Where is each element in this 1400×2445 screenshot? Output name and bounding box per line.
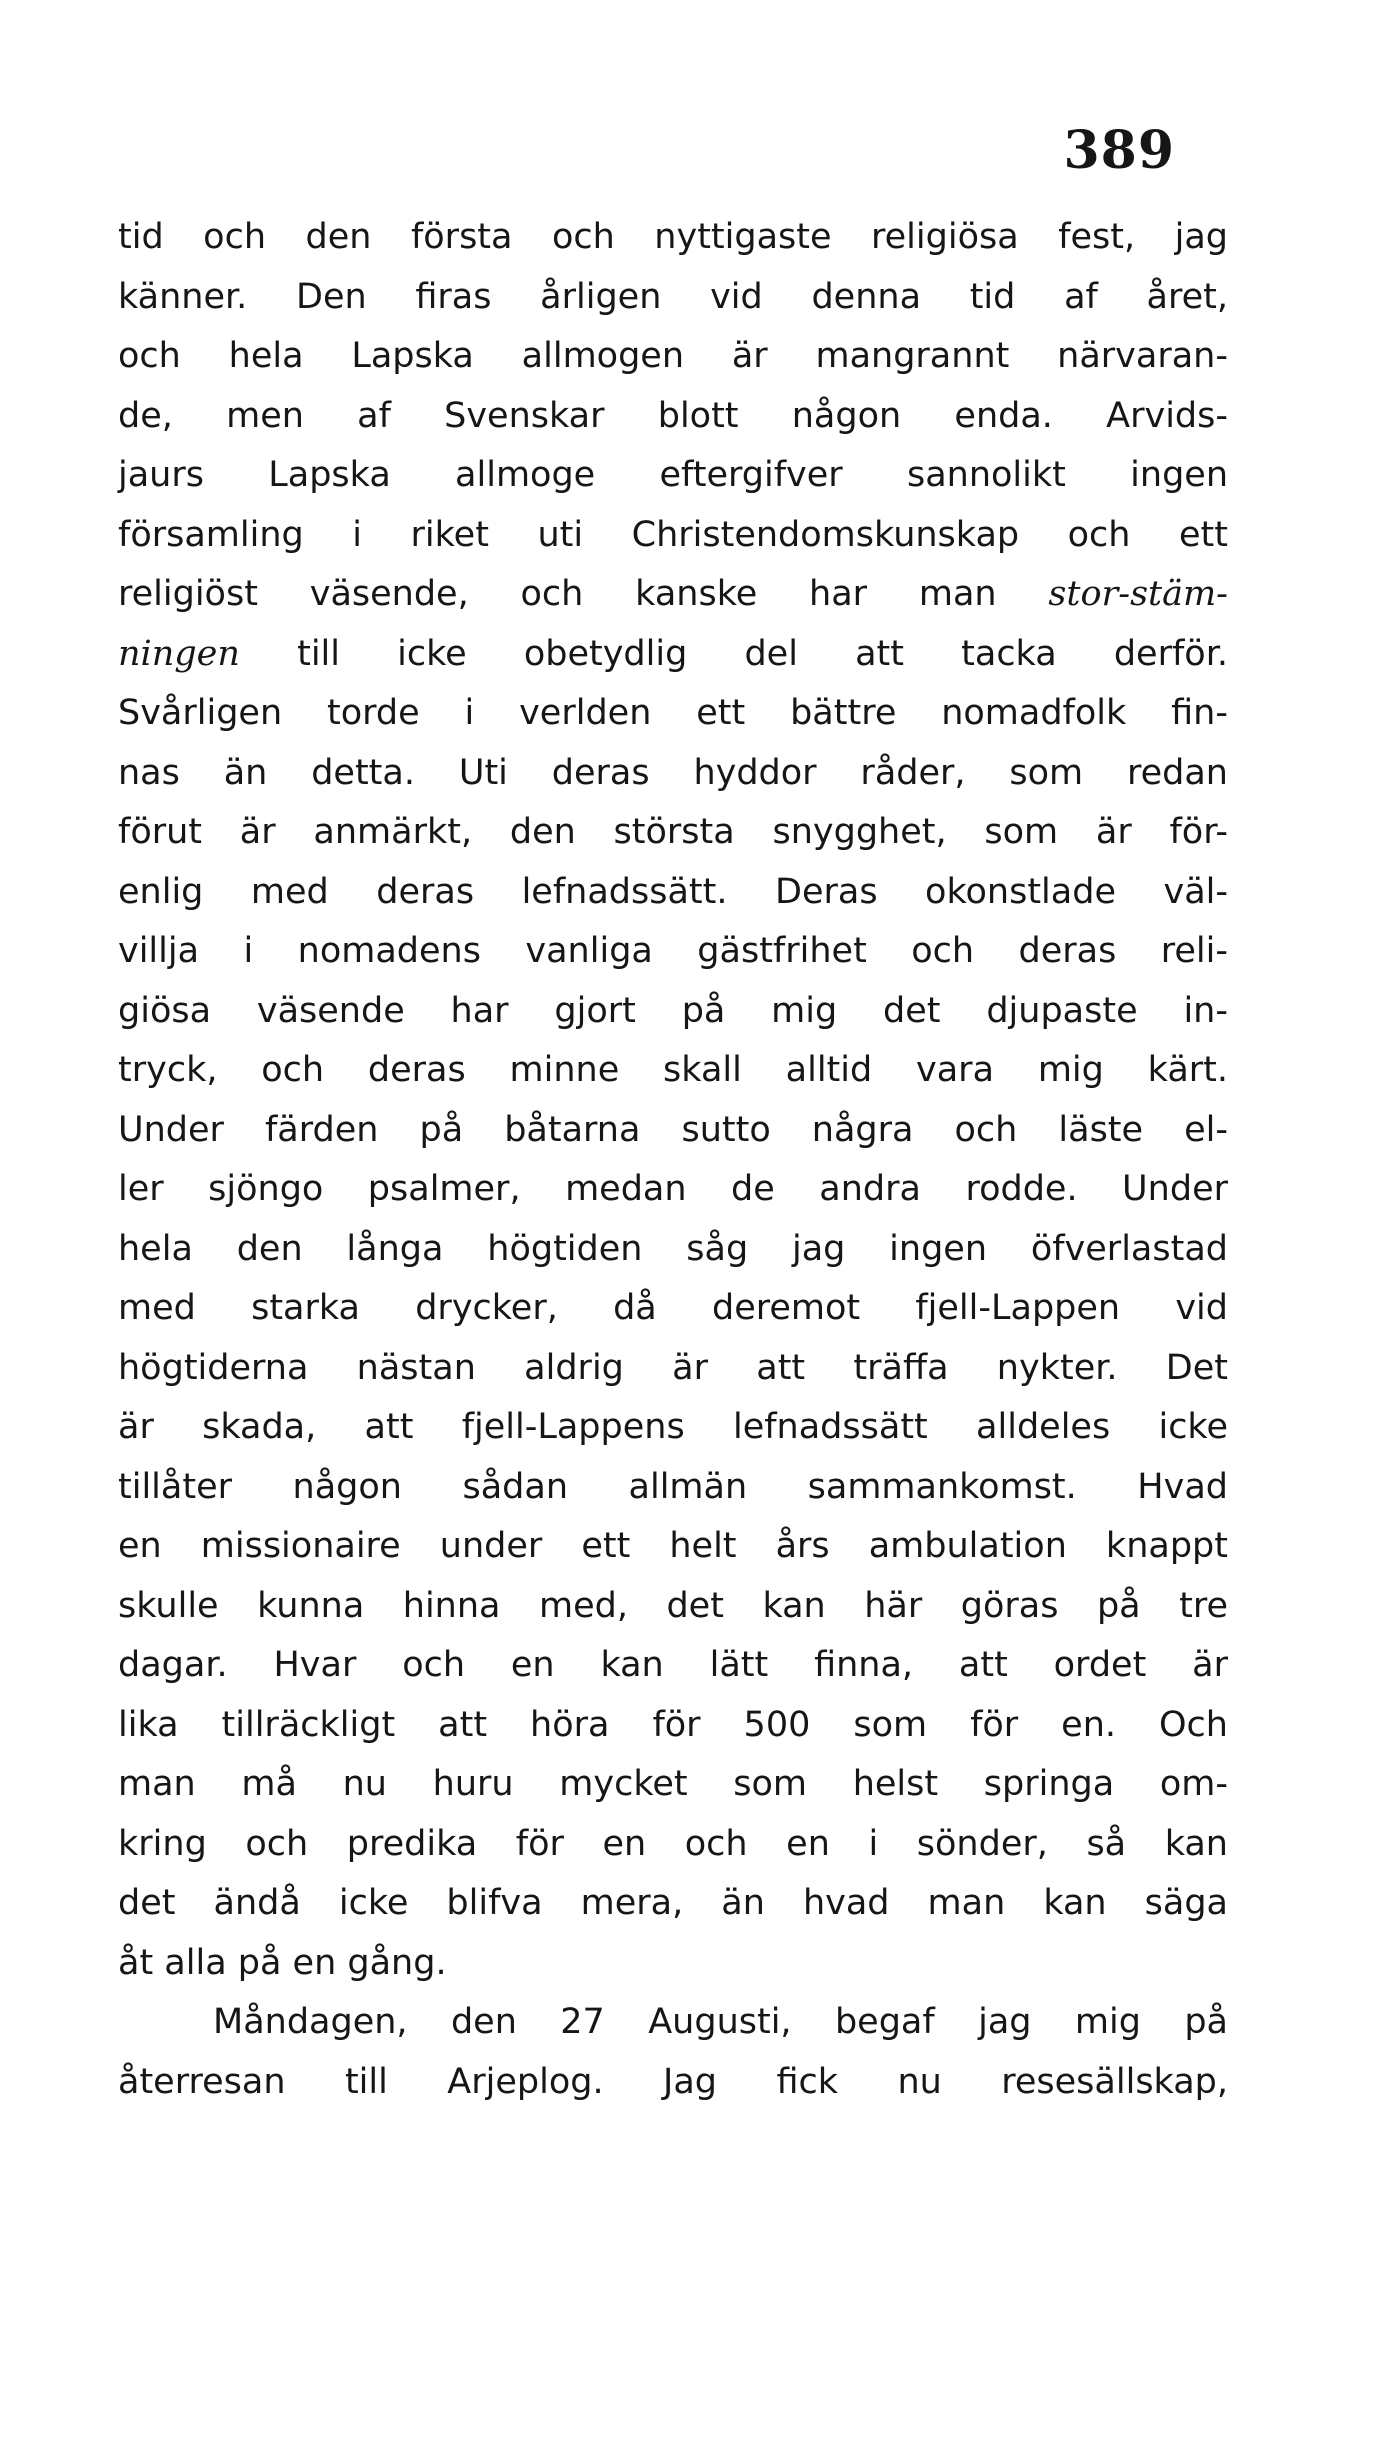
text-line: med starka drycker, då deremot fjell-Lappen vid <box>118 1288 1228 1328</box>
text-line-italic: ningen <box>118 633 240 674</box>
text-line: återresan till Arjeplog. Jag fick nu resesällskap, <box>118 2061 1228 2102</box>
text-line: nas än detta. Uti deras hyddor råder, som redan <box>118 752 1228 793</box>
text-line: lika tillräckligt att höra för 500 som för en. Och <box>118 1704 1228 1745</box>
text-line: och hela Lapska allmogen är mangrannt närvaran- <box>118 336 1228 376</box>
text-line: enlig med deras lefnadssätt. Deras okonstlade väl- <box>118 871 1228 912</box>
text-line: är skada, att fjell-Lappens lefnadssätt alldeles icke <box>118 1407 1228 1447</box>
text-line: giösa väsende har gjort på mig det djupaste in- <box>118 990 1228 1031</box>
text-line: de, men af Svenskar blott någon enda. Arvids- <box>118 395 1228 436</box>
text-line: känner. Den firas årligen vid denna tid af året, <box>118 276 1228 317</box>
text-line: en missionaire under ett helt års ambulation knappt <box>118 1526 1228 1566</box>
text-line: dagar. Hvar och en kan lätt finna, att ordet är <box>118 1645 1228 1685</box>
text-line: tid och den första och nyttigaste religiösa fest, jag <box>118 217 1228 257</box>
text-line <box>118 625 1228 685</box>
text-line: villja i nomadens vanliga gästfrihet och deras reli- <box>118 931 1228 971</box>
text-line-italic: stor-stäm- <box>1048 574 1228 614</box>
text-line: högtiderna nästan aldrig är att träffa nykter. Det <box>118 1347 1228 1388</box>
text-line: jaurs Lapska allmoge eftergifver sannolikt ingen <box>118 455 1228 495</box>
text-line: församling i riket uti Christendomskunskap och ett <box>118 514 1228 555</box>
text-line: man må nu huru mycket som helst springa om- <box>118 1764 1228 1804</box>
text-line: hela den långa högtiden såg jag ingen öfverlastad <box>118 1228 1228 1269</box>
text-line: skulle kunna hinna med, det kan här göras på tre <box>118 1585 1228 1626</box>
text-line: tryck, och deras minne skall alltid vara mig kärt. <box>118 1050 1228 1090</box>
text-line: tillåter någon sådan allmän sammankomst. Hvad <box>118 1466 1228 1507</box>
text-line: åt alla på en gång. <box>118 1942 447 1983</box>
text-line: kring och predika för en och en i sönder, så kan <box>118 1823 1228 1864</box>
page-number: 389 <box>1063 120 1175 181</box>
text-line-regular: till icke obetydlig del att tacka derför. <box>239 633 1228 674</box>
text-line: Måndagen, den 27 Augusti, begaf jag mig på <box>213 2002 1228 2042</box>
text-line: ler sjöngo psalmer, medan de andra rodde. Under <box>118 1169 1228 1209</box>
text-line: Under färden på båtarna sutto några och läste el- <box>118 1109 1228 1150</box>
text-line <box>118 565 1228 625</box>
text-line: Svårligen torde i verlden ett bättre nomadfolk fin- <box>118 693 1228 733</box>
body-text <box>118 208 1228 2112</box>
text-line: det ändå icke blifva mera, än hvad man kan säga <box>118 1883 1228 1923</box>
text-line: förut är anmärkt, den största snygghet, som är för- <box>118 812 1228 852</box>
text-line-regular: religiöst väsende, och kanske har man <box>118 574 1049 614</box>
